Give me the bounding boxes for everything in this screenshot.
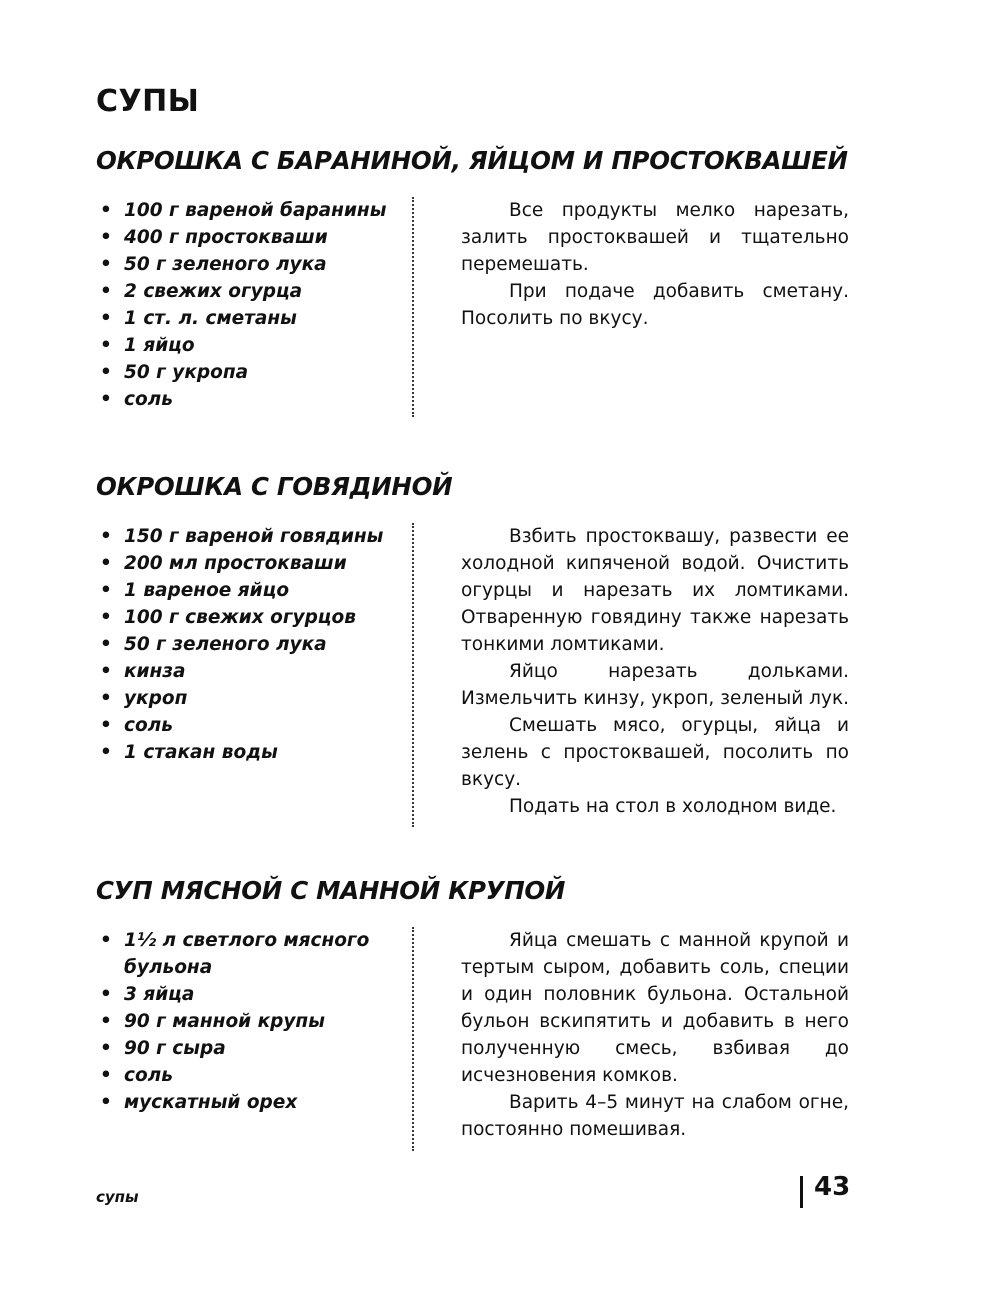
instruction-paragraph: Подать на стол в холодном виде. [509, 796, 837, 817]
instructions [461, 197, 849, 332]
recipe-body [96, 927, 856, 1151]
instruction-paragraph: Яйцо нарезать дольками. Измельчить кинзу, укроп, зеленый лук. [461, 661, 849, 709]
recipe-okroshka-lamb [96, 146, 856, 417]
page-number-divider [800, 1176, 803, 1208]
ingredient-item: • 1 вареное яйцо [96, 577, 396, 604]
ingredient-item: • соль [96, 386, 396, 413]
ingredient-item: • 1 яйцо [96, 332, 396, 359]
ingredient-item: • 90 г манной крупы [96, 1008, 386, 1035]
recipe-body [96, 523, 856, 827]
ingredient-item: • 200 мл простокваши [96, 550, 396, 577]
ingredient-item: • 50 г зеленого лука [96, 631, 396, 658]
recipe-title: СУП МЯСНОЙ С МАННОЙ КРУПОЙ [96, 876, 566, 905]
ingredient-item: • 1 ст. л. сметаны [96, 305, 396, 332]
ingredient-item: • укроп [96, 685, 396, 712]
recipe-title: ОКРОШКА С БАРАНИНОЙ, ЯЙЦОМ И ПРОСТОКВАШЕЙ [96, 146, 848, 175]
instruction-paragraph: Взбить простоквашу, развести ее холодной кипяченой водой. Очистить огурцы и нарезать их ломтиками. Отваренную говядину также нарезать тонкими ломтиками. [461, 526, 849, 655]
recipe-meat-soup-semolina [96, 876, 856, 1151]
instructions [461, 927, 849, 1143]
ingredient-item: • 150 г вареной говядины [96, 523, 396, 550]
ingredient-item: • 3 яйца [96, 981, 386, 1008]
ingredient-list [96, 197, 396, 413]
footer-section-label: супы [96, 1188, 139, 1206]
column-divider [412, 197, 414, 417]
page-number: 43 [814, 1172, 851, 1202]
recipe-title: ОКРОШКА С ГОВЯДИНОЙ [96, 472, 453, 501]
chapter-title: СУПЫ [96, 84, 200, 119]
ingredient-item: • 50 г зеленого лука [96, 251, 396, 278]
ingredient-list [96, 523, 396, 766]
ingredient-item: • 2 свежих огурца [96, 278, 396, 305]
ingredient-item: • 1 стакан воды [96, 739, 396, 766]
ingredient-item: • соль [96, 1062, 386, 1089]
ingredient-item: • 90 г сыра [96, 1035, 386, 1062]
instruction-paragraph: Варить 4–5 минут на слабом огне, постоянно помешивая. [461, 1092, 849, 1140]
column-divider [412, 523, 414, 827]
instruction-paragraph: Все продукты мелко нарезать, залить простоквашей и тщательно перемешать. [461, 200, 849, 275]
recipe-body [96, 197, 856, 417]
ingredient-item: • 100 г свежих огурцов [96, 604, 396, 631]
instruction-paragraph: Смешать мясо, огурцы, яйца и зелень с простоквашей, посолить по вкусу. [461, 715, 849, 790]
instruction-paragraph: Яйца смешать с манной крупой и тертым сыром, добавить соль, специи и один половник бульона. Остальной бульон вскипятить и добавить в него полученную смесь, взбивая до исчезновения комков. [461, 930, 849, 1086]
column-divider [412, 927, 414, 1151]
ingredient-item: • 400 г простокваши [96, 224, 396, 251]
ingredient-item: • 100 г вареной баранины [96, 197, 396, 224]
ingredient-item: • мускатный орех [96, 1089, 386, 1116]
ingredient-item: • 1½ л светлого мясного бульона [96, 927, 386, 981]
instruction-paragraph: При подаче добавить сметану. Посолить по вкусу. [461, 281, 849, 329]
ingredient-item: • 50 г укропа [96, 359, 396, 386]
instructions [461, 523, 849, 820]
ingredient-item: • кинза [96, 658, 396, 685]
ingredient-item: • соль [96, 712, 396, 739]
ingredient-list [96, 927, 386, 1116]
recipe-okroshka-beef [96, 472, 856, 827]
